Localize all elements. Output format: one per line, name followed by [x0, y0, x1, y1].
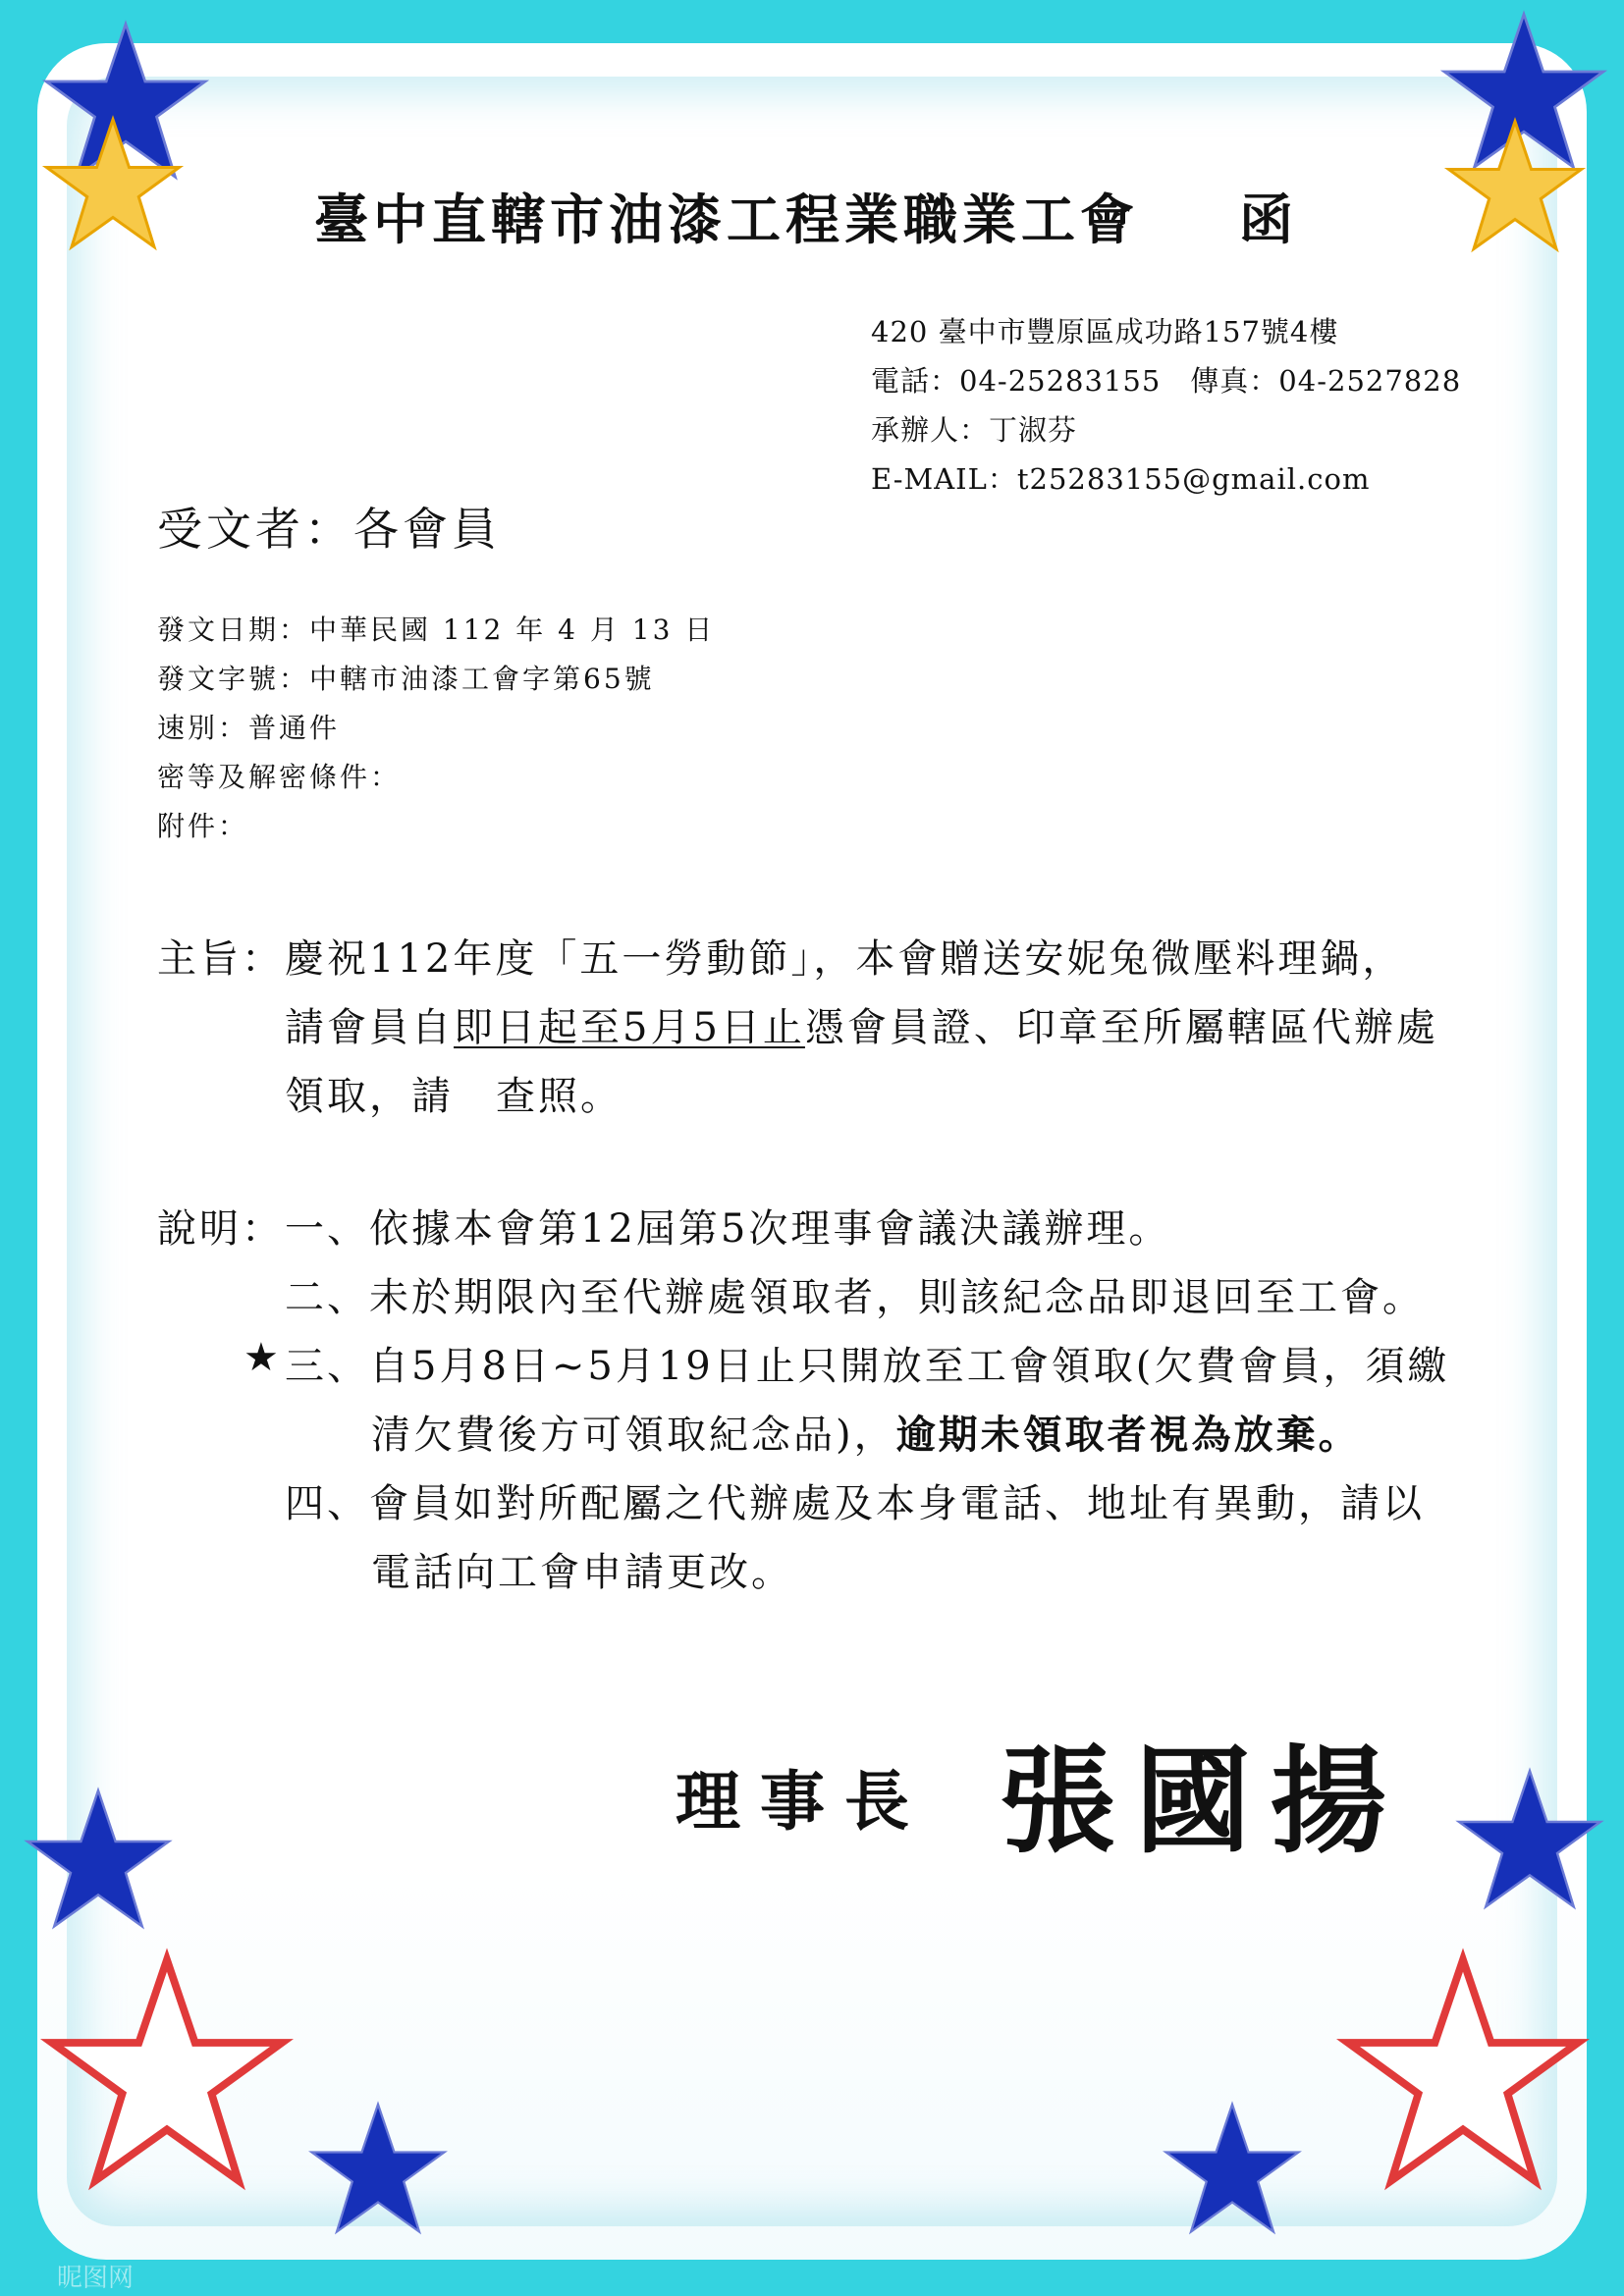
yellow-star-icon — [1441, 118, 1589, 265]
delivery-speed: 速別：普通件 — [157, 712, 341, 744]
star-shape — [52, 1960, 282, 2181]
star-shape — [1449, 122, 1582, 249]
secrecy-level: 密等及解密條件： — [157, 761, 402, 793]
subject-line-2 — [285, 996, 1438, 1052]
blue-star-icon — [304, 2101, 452, 2248]
issue-date: 發文日期：中華民國 112 年 4 月 13 日 — [157, 614, 716, 646]
explanation-item-3-cont — [371, 1404, 1361, 1460]
signer-name: 張國揚 — [1000, 1733, 1407, 1869]
star-shape — [27, 1790, 169, 1926]
explanation-item-4-cont: 電話向工會申請更改。 — [371, 1550, 793, 1595]
red-outline-star-icon — [1335, 1953, 1591, 2209]
document-title: 臺中直轄市油漆工程業職業工會 — [314, 187, 1140, 251]
sender-address: 420 臺中市豐原區成功路157號4樓 — [871, 315, 1339, 348]
explanation-item-1: 一、依據本會第12屆第5次理事會議決議辦理。 — [285, 1206, 1171, 1252]
star-shape — [1166, 2105, 1299, 2232]
star-shape — [1348, 1960, 1578, 2181]
subject-deadline: 即日起至5月5日止 — [454, 1005, 805, 1050]
star-shape — [1459, 1771, 1600, 1906]
explanation-label: 說明： — [157, 1206, 284, 1252]
explanation-text: 清欠費後方可領取紀念品)， — [371, 1413, 896, 1458]
subject-line-1: 慶祝112年度「五一勞動節」，本會贈送安妮兔微壓料理鍋， — [285, 936, 1405, 982]
document-type: 函 — [1239, 187, 1294, 251]
explanation-item-2: 二、未於期限內至代辦處領取者，則該紀念品即退回至工會。 — [285, 1275, 1425, 1320]
star-mark-icon: ★ — [244, 1335, 282, 1380]
document-number: 發文字號：中轄市油漆工會字第65號 — [157, 663, 655, 695]
sender-email: E-MAIL：t25283155@gmail.com — [871, 462, 1371, 496]
blue-star-icon — [1451, 1767, 1608, 1924]
recipient: 受文者：各會員 — [157, 503, 501, 556]
subject-text: 請會員自 — [285, 1005, 454, 1050]
blue-star-icon — [1159, 2101, 1306, 2248]
attachment: 附件： — [157, 810, 249, 842]
explanation-item-3: 三、自5月8日~5月19日止只開放至工會領取(欠費會員，須繳 — [285, 1344, 1450, 1389]
red-outline-star-icon — [39, 1953, 295, 2209]
signer-title: 理事長 — [676, 1763, 929, 1840]
yellow-star-icon — [39, 116, 187, 263]
explanation-item-4: 四、會員如對所配屬之代辦處及本身電話、地址有異動，請以 — [285, 1481, 1425, 1526]
watermark: 昵图网 — [57, 2264, 135, 2293]
sender-contact: 承辦人：丁淑芬 — [871, 413, 1078, 447]
star-shape — [47, 120, 180, 247]
explanation-warning: 逾期未領取者視為放棄。 — [895, 1412, 1361, 1458]
sender-phone-fax: 電話：04-25283155 傳真：04-2527828 — [871, 364, 1462, 398]
subject-line-3: 領取，請 查照。 — [285, 1074, 623, 1119]
subject-label: 主旨： — [157, 936, 284, 982]
blue-star-icon — [20, 1787, 177, 1944]
star-shape — [312, 2105, 445, 2232]
subject-text: 憑會員證、印章至所屬轄區代辦處 — [804, 1005, 1438, 1050]
